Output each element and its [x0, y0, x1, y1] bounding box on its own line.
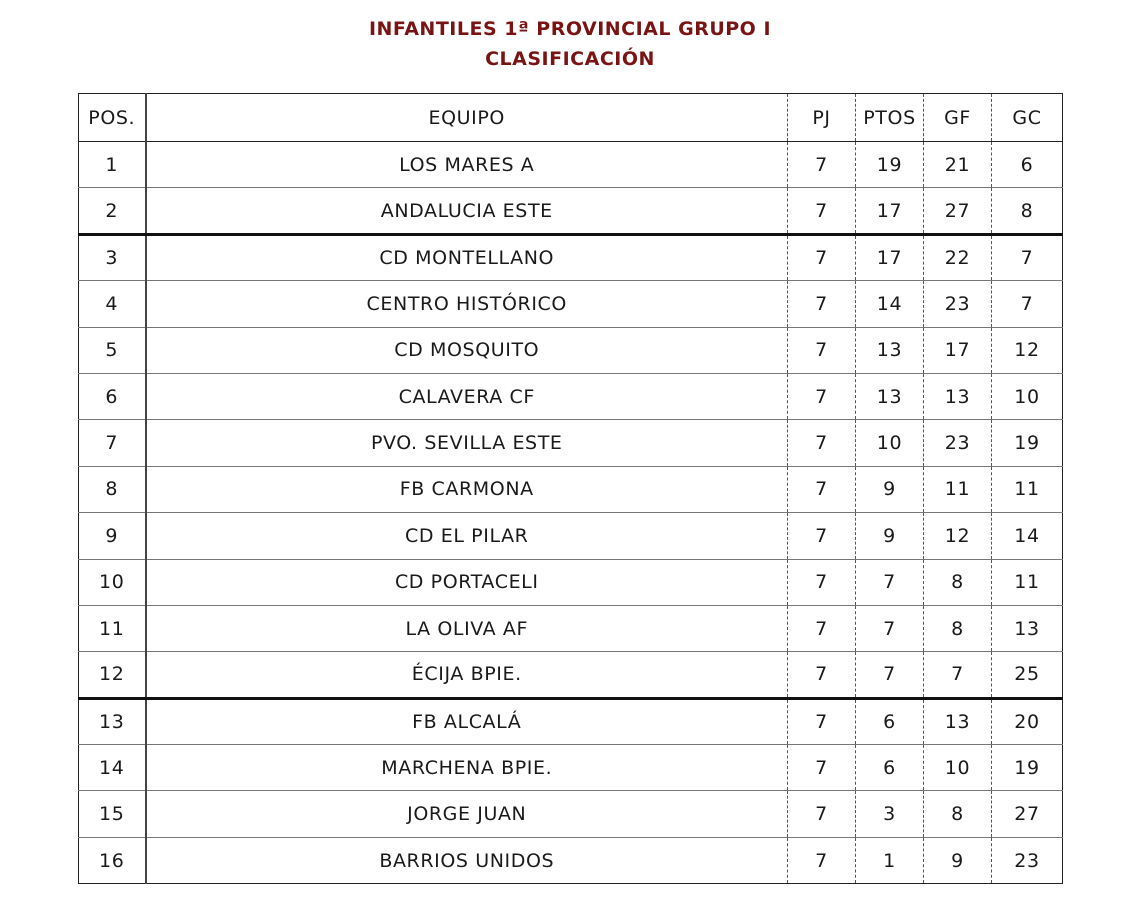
pj-cell: 7 [788, 420, 856, 466]
team-cell: PVO. SEVILLA ESTE [146, 420, 788, 466]
team-cell: FB ALCALÁ [146, 698, 788, 744]
pos-cell: 4 [79, 281, 146, 327]
gc-cell: 11 [992, 559, 1063, 605]
table-row [79, 652, 1063, 698]
pos-cell: 11 [79, 605, 146, 651]
gf-cell: 17 [924, 327, 992, 373]
pj-cell: 7 [788, 327, 856, 373]
gc-cell: 14 [992, 513, 1063, 559]
pj-cell: 7 [788, 605, 856, 651]
pos-cell: 2 [79, 188, 146, 234]
table-row [79, 281, 1063, 327]
table-row [79, 605, 1063, 651]
column-header-pj: PJ [788, 94, 856, 142]
gf-cell: 9 [924, 837, 992, 883]
ptos-cell: 7 [856, 652, 924, 698]
gf-cell: 10 [924, 745, 992, 791]
gc-cell: 19 [992, 420, 1063, 466]
pos-cell: 6 [79, 373, 146, 419]
title-line-2: CLASIFICACIÓN [485, 48, 655, 70]
table-row [79, 698, 1063, 744]
ptos-cell: 7 [856, 559, 924, 605]
gc-cell: 7 [992, 234, 1063, 280]
pos-cell: 1 [79, 142, 146, 188]
ptos-cell: 1 [856, 837, 924, 883]
pos-cell: 5 [79, 327, 146, 373]
team-cell: CENTRO HISTÓRICO [146, 281, 788, 327]
ptos-cell: 10 [856, 420, 924, 466]
pos-cell: 8 [79, 466, 146, 512]
gc-cell: 19 [992, 745, 1063, 791]
column-header-gc: GC [992, 94, 1063, 142]
standings-table [78, 93, 1063, 884]
team-cell: LA OLIVA AF [146, 605, 788, 651]
table-row [79, 745, 1063, 791]
table-row [79, 791, 1063, 837]
gc-cell: 20 [992, 698, 1063, 744]
team-cell: BARRIOS UNIDOS [146, 837, 788, 883]
gf-cell: 11 [924, 466, 992, 512]
pos-cell: 16 [79, 837, 146, 883]
team-cell: JORGE JUAN [146, 791, 788, 837]
pj-cell: 7 [788, 745, 856, 791]
column-header-gf: GF [924, 94, 992, 142]
pos-cell: 3 [79, 234, 146, 280]
gc-cell: 23 [992, 837, 1063, 883]
gc-cell: 7 [992, 281, 1063, 327]
team-cell: ANDALUCIA ESTE [146, 188, 788, 234]
gf-cell: 12 [924, 513, 992, 559]
pos-cell: 12 [79, 652, 146, 698]
pj-cell: 7 [788, 513, 856, 559]
pos-cell: 15 [79, 791, 146, 837]
gc-cell: 27 [992, 791, 1063, 837]
pos-cell: 10 [79, 559, 146, 605]
gf-cell: 13 [924, 698, 992, 744]
gf-cell: 22 [924, 234, 992, 280]
team-cell: CD EL PILAR [146, 513, 788, 559]
gf-cell: 27 [924, 188, 992, 234]
column-header-pos: POS. [79, 94, 146, 142]
gf-cell: 7 [924, 652, 992, 698]
table-row [79, 420, 1063, 466]
pos-cell: 9 [79, 513, 146, 559]
gf-cell: 8 [924, 605, 992, 651]
table-row [79, 188, 1063, 234]
ptos-cell: 13 [856, 373, 924, 419]
table-row [79, 466, 1063, 512]
pj-cell: 7 [788, 559, 856, 605]
gc-cell: 6 [992, 142, 1063, 188]
table-row [79, 559, 1063, 605]
team-cell: LOS MARES A [146, 142, 788, 188]
ptos-cell: 7 [856, 605, 924, 651]
gf-cell: 21 [924, 142, 992, 188]
team-cell: CD PORTACELI [146, 559, 788, 605]
gc-cell: 11 [992, 466, 1063, 512]
gc-cell: 10 [992, 373, 1063, 419]
pj-cell: 7 [788, 281, 856, 327]
ptos-cell: 6 [856, 698, 924, 744]
table-row [79, 234, 1063, 280]
pj-cell: 7 [788, 373, 856, 419]
column-header-equipo: EQUIPO [146, 94, 788, 142]
table-row [79, 837, 1063, 883]
team-cell: ÉCIJA BPIE. [146, 652, 788, 698]
pos-cell: 13 [79, 698, 146, 744]
pj-cell: 7 [788, 652, 856, 698]
gf-cell: 23 [924, 420, 992, 466]
ptos-cell: 14 [856, 281, 924, 327]
team-cell: CALAVERA CF [146, 373, 788, 419]
gf-cell: 23 [924, 281, 992, 327]
gc-cell: 13 [992, 605, 1063, 651]
gc-cell: 12 [992, 327, 1063, 373]
pj-cell: 7 [788, 466, 856, 512]
ptos-cell: 9 [856, 466, 924, 512]
ptos-cell: 13 [856, 327, 924, 373]
standings-body [79, 142, 1063, 884]
gf-cell: 8 [924, 791, 992, 837]
pj-cell: 7 [788, 837, 856, 883]
table-row [79, 327, 1063, 373]
title-line-1: INFANTILES 1ª PROVINCIAL GRUPO I [368, 18, 772, 40]
team-cell: CD MOSQUITO [146, 327, 788, 373]
pos-cell: 14 [79, 745, 146, 791]
pj-cell: 7 [788, 791, 856, 837]
pos-cell: 7 [79, 420, 146, 466]
team-cell: FB CARMONA [146, 466, 788, 512]
ptos-cell: 17 [856, 234, 924, 280]
table-row [79, 373, 1063, 419]
ptos-cell: 9 [856, 513, 924, 559]
gf-cell: 8 [924, 559, 992, 605]
ptos-cell: 19 [856, 142, 924, 188]
team-cell: CD MONTELLANO [146, 234, 788, 280]
pj-cell: 7 [788, 234, 856, 280]
column-header-ptos: PTOS [856, 94, 924, 142]
ptos-cell: 3 [856, 791, 924, 837]
table-row [79, 513, 1063, 559]
gf-cell: 13 [924, 373, 992, 419]
team-cell: MARCHENA BPIE. [146, 745, 788, 791]
ptos-cell: 17 [856, 188, 924, 234]
pj-cell: 7 [788, 142, 856, 188]
pj-cell: 7 [788, 188, 856, 234]
ptos-cell: 6 [856, 745, 924, 791]
pj-cell: 7 [788, 698, 856, 744]
gc-cell: 8 [992, 188, 1063, 234]
gc-cell: 25 [992, 652, 1063, 698]
header-row [79, 94, 1063, 142]
table-row [79, 142, 1063, 188]
page-title [0, 14, 1140, 74]
